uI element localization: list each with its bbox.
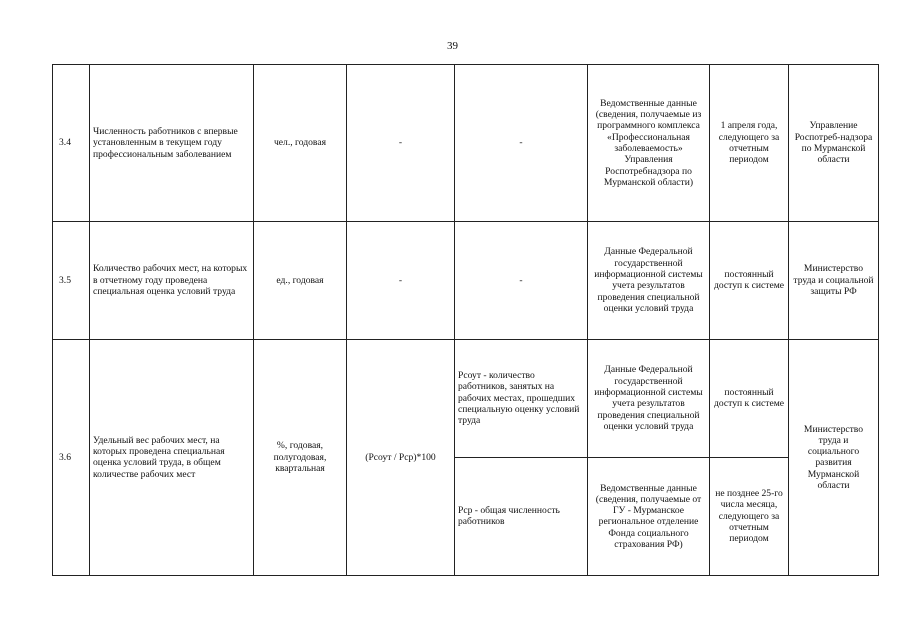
indicator-name: Численность работников с впервые установленным в текущем году профессиональным заболеванием [90,65,254,222]
calculation-formula: - [347,65,455,222]
responsible-body: Министерство труда и социального развития Мурманской области [789,339,879,575]
row-number: 3.6 [53,339,90,575]
responsible-body: Управление Роспотреб-надзора по Мурманской области [789,65,879,222]
calculation-formula: - [347,221,455,339]
formula-variables: Рсоут - количество работников, занятых на рабочих местах, прошедших специальную оценку условий труда [455,339,588,457]
data-source: Данные Федеральной государственной информационной системы учета результатов проведения специальной оценки условий труда [588,339,710,457]
data-source: Данные Федеральной государственной информационной системы учета результатов проведения специальной оценки условий труда [588,221,710,339]
table-row [53,221,879,339]
data-deadline: постоянный доступ к системе [710,339,789,457]
data-deadline: не позднее 25-го числа месяца, следующего за отчетным периодом [710,457,789,575]
formula-variables: - [455,221,588,339]
indicator-name: Удельный вес рабочих мест, на которых проведена специальная оценка условий труда, в общем количестве рабочих мест [90,339,254,575]
unit-periodicity: ед., годовая [254,221,347,339]
responsible-body: Министерство труда и социальной защиты РФ [789,221,879,339]
data-source: Ведомственные данные (сведения, получаемые из программного комплекса «Профессиональная заболеваемость» Управления Роспотребнадзора по Мурманской области) [588,65,710,222]
indicators-table [52,64,879,576]
formula-variables: Рср - общая численность работников [455,457,588,575]
data-deadline: 1 апреля года, следующего за отчетным периодом [710,65,789,222]
unit-periodicity: %, годовая, полугодовая, квартальная [254,339,347,575]
data-source: Ведомственные данные (сведения, получаемые от ГУ - Мурманское региональное отделение Фонда социального страхования РФ) [588,457,710,575]
calculation-formula: (Рсоут / Рср)*100 [347,339,455,575]
unit-periodicity: чел., годовая [254,65,347,222]
formula-variables: - [455,65,588,222]
table-row [53,65,879,222]
indicator-name: Количество рабочих мест, на которых в отчетному году проведена специальная оценка условий труда [90,221,254,339]
row-number: 3.5 [53,221,90,339]
page-number: 39 [447,40,458,52]
data-deadline: постоянный доступ к системе [710,221,789,339]
row-number: 3.4 [53,65,90,222]
table-row [53,339,879,457]
